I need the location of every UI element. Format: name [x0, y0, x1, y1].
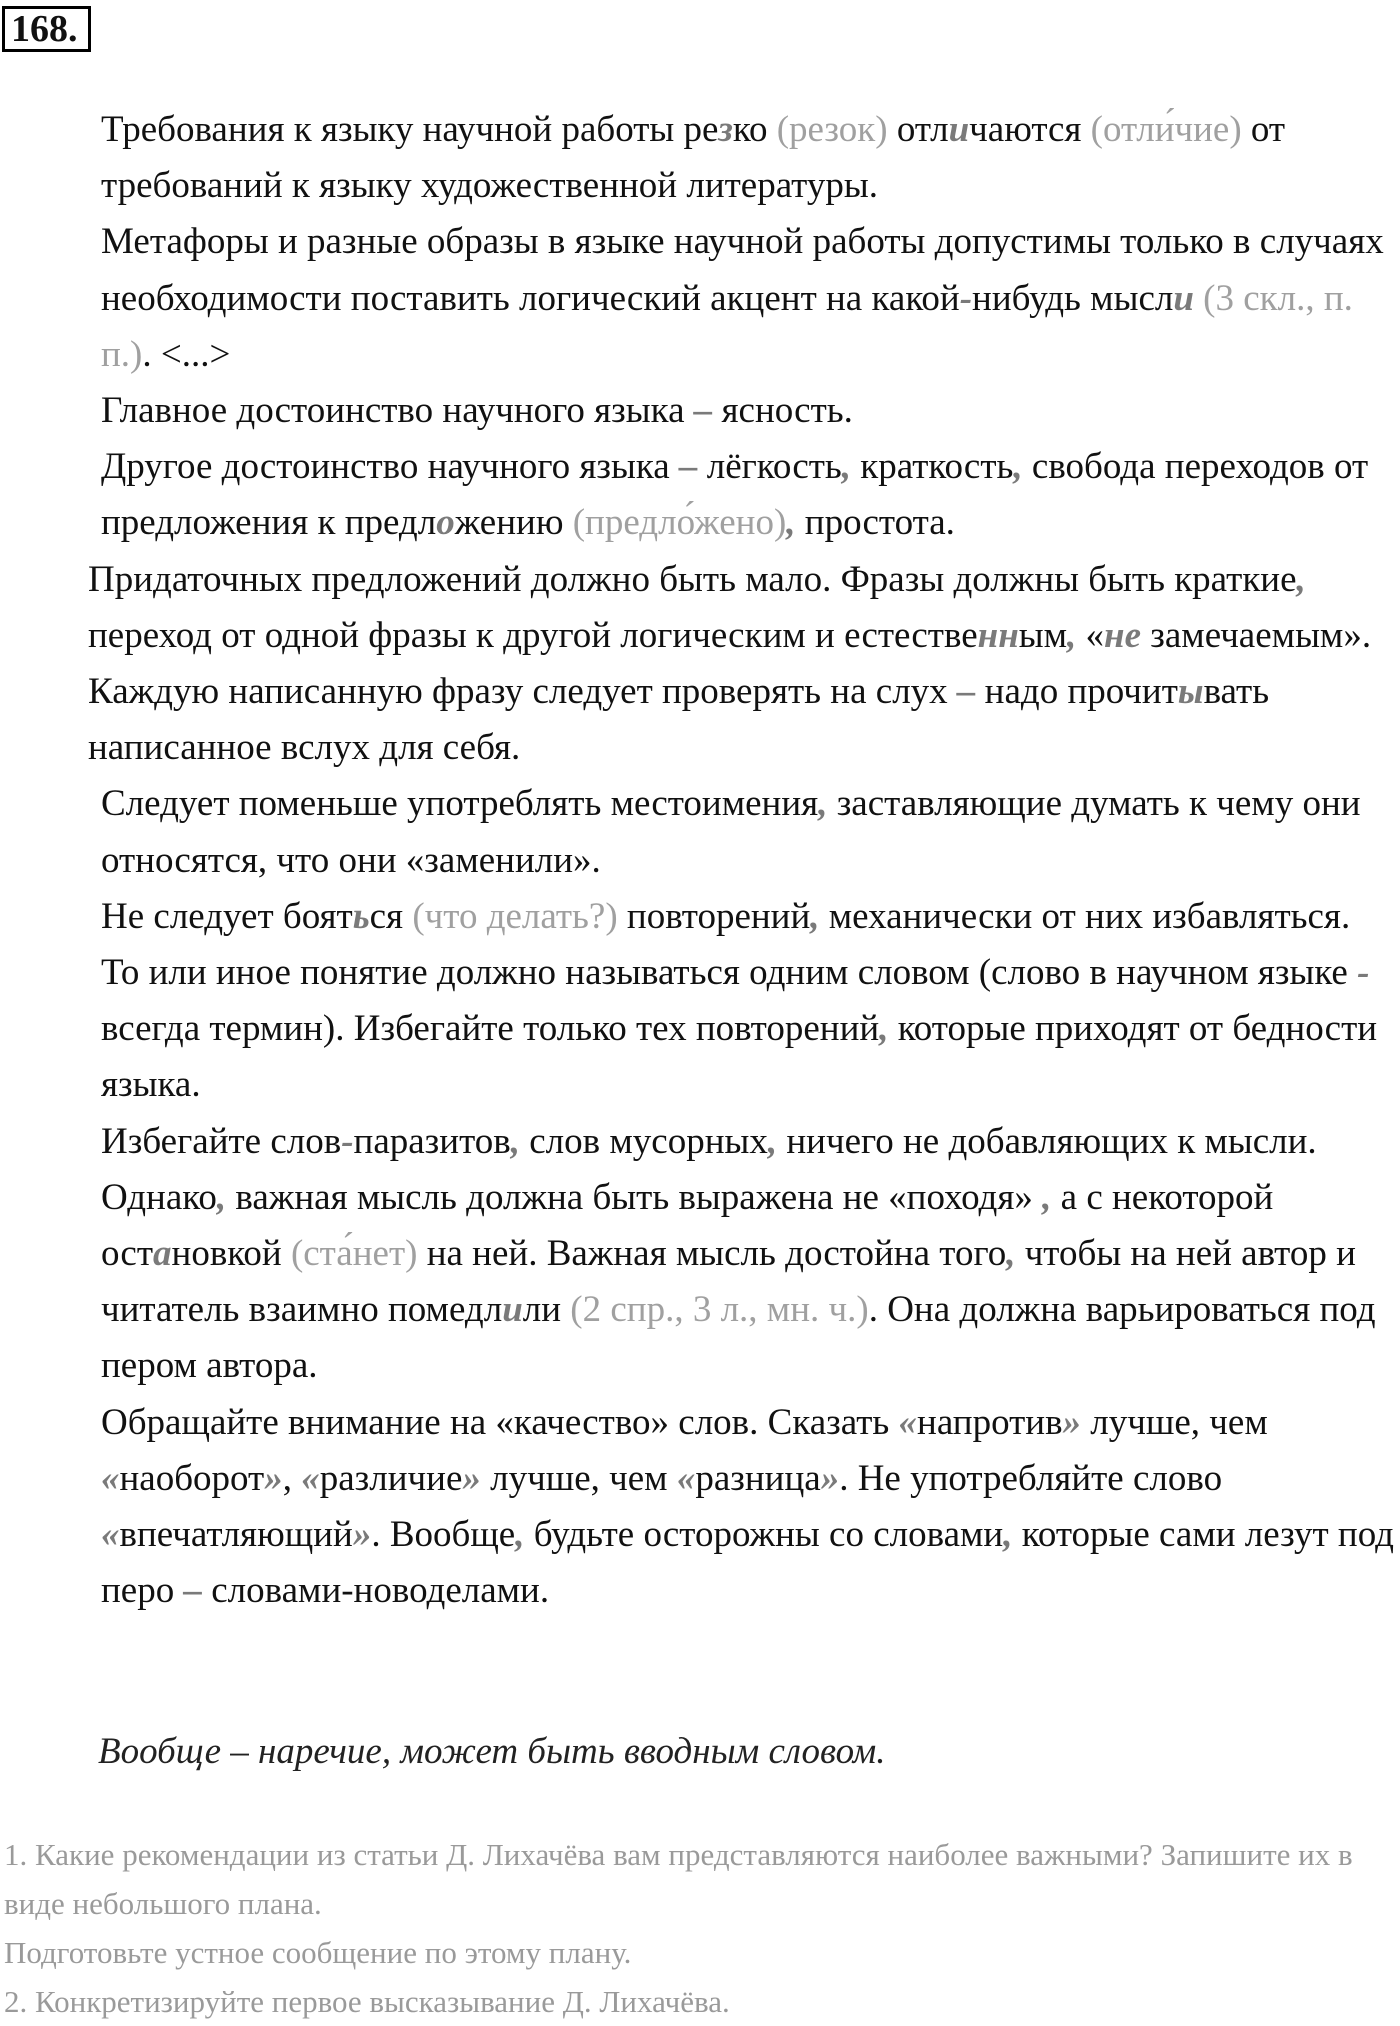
text-fragment: ся: [369, 895, 413, 937]
highlighted-fragment: «: [101, 1457, 120, 1499]
text-fragment: краткость: [851, 446, 1014, 488]
highlighted-fragment: ,: [786, 502, 796, 544]
highlighted-fragment: -: [1357, 952, 1370, 994]
highlighted-fragment: ,: [1042, 1176, 1052, 1218]
highlighted-fragment: »: [462, 1457, 481, 1499]
highlighted-fragment: ,: [1003, 1514, 1013, 1556]
text-fragment: наоборот: [119, 1457, 265, 1499]
grammar-hint: (3 скл., п. п.): [101, 277, 1353, 375]
text-fragment: словами-новоделами.: [201, 1570, 550, 1612]
text-fragment: Требования к языку научной работы ре: [101, 109, 719, 150]
task-list: [4, 1830, 1396, 2026]
grammar-hint: (ста́нет): [290, 1233, 418, 1275]
text-fragment: Метафоры и разные образы в языке научной работы допустимы только в случаях необходимости поставить логический акцент на какой: [101, 221, 1384, 319]
text-fragment: слов мусорных: [520, 1120, 768, 1162]
grammar-hint: (отли́чие): [1090, 109, 1242, 150]
text-fragment: жению: [454, 502, 573, 544]
task-item: 1. Какие рекомендации из статьи Д. Лихачёва вам представляются наиболее важными? Запишите их в виде небольшого плана.: [4, 1837, 1353, 1921]
text-fragment: . Не употребляйте слово: [839, 1457, 1223, 1499]
text-fragment: замечаемым».: [1141, 614, 1372, 656]
highlighted-fragment: ,: [510, 1120, 520, 1162]
highlighted-fragment: «: [101, 1514, 120, 1556]
text-fragment: вать написанное вслух для себя.: [88, 671, 1270, 769]
text-fragment: Каждую написанную фразу следует проверять на слух: [88, 671, 957, 713]
text-fragment: свобода переходов от предложения к предл: [101, 446, 1369, 544]
text-fragment: на ней. Важная мысль достойна того: [417, 1233, 1007, 1275]
highlighted-fragment: «: [898, 1401, 918, 1443]
text-fragment: Избегайте слов: [101, 1120, 342, 1162]
text-fragment: Не следует боят: [101, 895, 353, 937]
highlighted-fragment: о: [436, 502, 455, 544]
text-fragment: «: [1076, 614, 1105, 656]
text-fragment: . Вообще: [371, 1514, 516, 1556]
text-fragment: напротив: [917, 1401, 1063, 1443]
highlighted-fragment: нн: [977, 614, 1019, 656]
paragraph: [4, 1395, 1396, 1620]
highlighted-fragment: и: [502, 1289, 523, 1331]
text-fragment: чаются: [969, 109, 1091, 150]
grammar-hint: (2 спр., 3 л., мн. ч.): [570, 1289, 869, 1331]
highlighted-fragment: »: [352, 1514, 372, 1556]
paragraph: [4, 664, 1396, 776]
highlighted-fragment: ,: [1067, 614, 1077, 656]
task-item: 2. Конкретизируйте первое высказывание Д. Лихачёва.: [4, 1984, 730, 2019]
text-fragment: Обращайте внимание на «качество» слов. Сказать: [101, 1401, 899, 1443]
highlighted-fragment: ,: [1013, 446, 1023, 488]
text-fragment: отл: [887, 109, 949, 150]
highlighted-fragment: з: [718, 109, 733, 150]
highlighted-fragment: ,: [810, 895, 820, 937]
highlighted-fragment: ,: [818, 783, 828, 825]
text-fragment: . <...>: [142, 333, 231, 375]
exercise-number: 168.: [2, 6, 91, 52]
paragraph: [4, 889, 1396, 1114]
paragraph: [4, 214, 1396, 383]
highlighted-fragment: не: [1104, 614, 1141, 656]
text-fragment: а с некоторой ост: [101, 1176, 1274, 1275]
text-fragment: надо прочит: [975, 671, 1178, 713]
text-fragment: Следует поменьше употреблять местоимения: [101, 783, 819, 825]
highlighted-fragment: ,: [841, 446, 852, 488]
highlighted-fragment: »: [264, 1457, 283, 1499]
text-fragment: . Она должна варьироваться под пером автора.: [101, 1289, 1376, 1387]
highlighted-fragment: ,: [216, 1176, 227, 1218]
highlighted-fragment: ,: [767, 1120, 778, 1162]
task-item: Подготовьте устное сообщение по этому плану.: [4, 1935, 632, 1970]
highlighted-fragment: –: [693, 390, 713, 432]
highlighted-fragment: –: [678, 446, 698, 488]
highlighted-fragment: ы: [1177, 671, 1204, 713]
text-fragment: лучше, чем: [1081, 1401, 1268, 1443]
highlighted-fragment: ,: [1006, 1233, 1016, 1275]
paragraph: [4, 1114, 1396, 1395]
text-fragment: лучше, чем: [480, 1457, 677, 1499]
highlighted-fragment: ,: [515, 1514, 525, 1556]
highlighted-fragment: »: [820, 1457, 840, 1499]
text-fragment: ясность.: [712, 390, 853, 432]
highlighted-fragment: а: [153, 1233, 172, 1275]
highlighted-fragment: ,: [1296, 558, 1306, 600]
exercise-text: [4, 102, 1396, 1619]
text-fragment: ым: [1018, 614, 1068, 656]
paragraph: [4, 552, 1396, 664]
text-fragment: впечатляющий: [119, 1514, 353, 1556]
text-fragment: лёгкость: [697, 446, 842, 488]
text-fragment: ли: [522, 1289, 571, 1331]
highlighted-fragment: и: [948, 109, 970, 150]
highlighted-fragment: -: [959, 277, 973, 319]
grammar-hint: (предло́жено): [572, 502, 787, 544]
highlighted-fragment: ь: [352, 895, 370, 937]
text-fragment: ко: [732, 109, 777, 150]
highlighted-fragment: –: [183, 1570, 202, 1612]
text-fragment: Главное достоинство научного языка: [101, 390, 694, 432]
text-fragment: Придаточных предложений должно быть мало. Фразы должны быть краткие: [88, 558, 1297, 600]
text-fragment: важная мысль должна быть выражена не «походя»: [226, 1176, 1043, 1218]
text-fragment: которые приходят от бедности языка.: [101, 1008, 1378, 1106]
text-fragment: от требований к языку художественной литературы.: [101, 109, 1286, 207]
highlighted-fragment: –: [956, 671, 976, 713]
text-fragment: заставляющие думать к чему они относятся, что они «заменили».: [101, 783, 1361, 881]
text-fragment: ,: [282, 1457, 302, 1499]
text-fragment: разница: [695, 1457, 821, 1499]
text-fragment: [1194, 278, 1203, 319]
paragraph: [4, 102, 1396, 214]
text-fragment: повторений: [617, 895, 811, 937]
text-fragment: чтобы на ней автор и читатель взаимно помедл: [101, 1233, 1356, 1331]
text-fragment: паразитов: [353, 1120, 511, 1162]
text-fragment: Другое достоинство научного языка: [101, 446, 679, 488]
text-fragment: ничего не добавляющих к мысли. Однако: [101, 1120, 1317, 1218]
highlighted-fragment: -: [341, 1120, 354, 1162]
paragraph: [4, 776, 1396, 888]
text-fragment: переход от одной фразы к другой логическим и естестве: [88, 614, 978, 656]
text-fragment: различие: [319, 1457, 463, 1499]
grammar-hint: (резок): [776, 109, 888, 150]
text-fragment: новкой: [171, 1233, 291, 1275]
grammar-note: Вообще – наречие, может быть вводным словом.: [98, 1731, 886, 1772]
paragraph: [4, 383, 1396, 439]
highlighted-fragment: и: [1173, 277, 1194, 319]
highlighted-fragment: «: [676, 1457, 696, 1499]
text-fragment: нибудь мысл: [972, 277, 1174, 319]
highlighted-fragment: »: [1062, 1401, 1082, 1443]
text-fragment: простота.: [795, 502, 955, 544]
highlighted-fragment: «: [301, 1457, 320, 1499]
text-fragment: всегда термин). Избегайте только тех повторений: [101, 1008, 880, 1050]
text-fragment: которые сами лезут под перо: [101, 1514, 1394, 1612]
text-fragment: механически от них избавляться. То или иное понятие должно называться одним словом (слово в научном языке: [101, 895, 1358, 994]
text-fragment: будьте осторожны со словами: [524, 1514, 1004, 1556]
paragraph: [4, 439, 1396, 551]
highlighted-fragment: ,: [879, 1008, 889, 1050]
grammar-hint: (что делать?): [412, 895, 618, 937]
